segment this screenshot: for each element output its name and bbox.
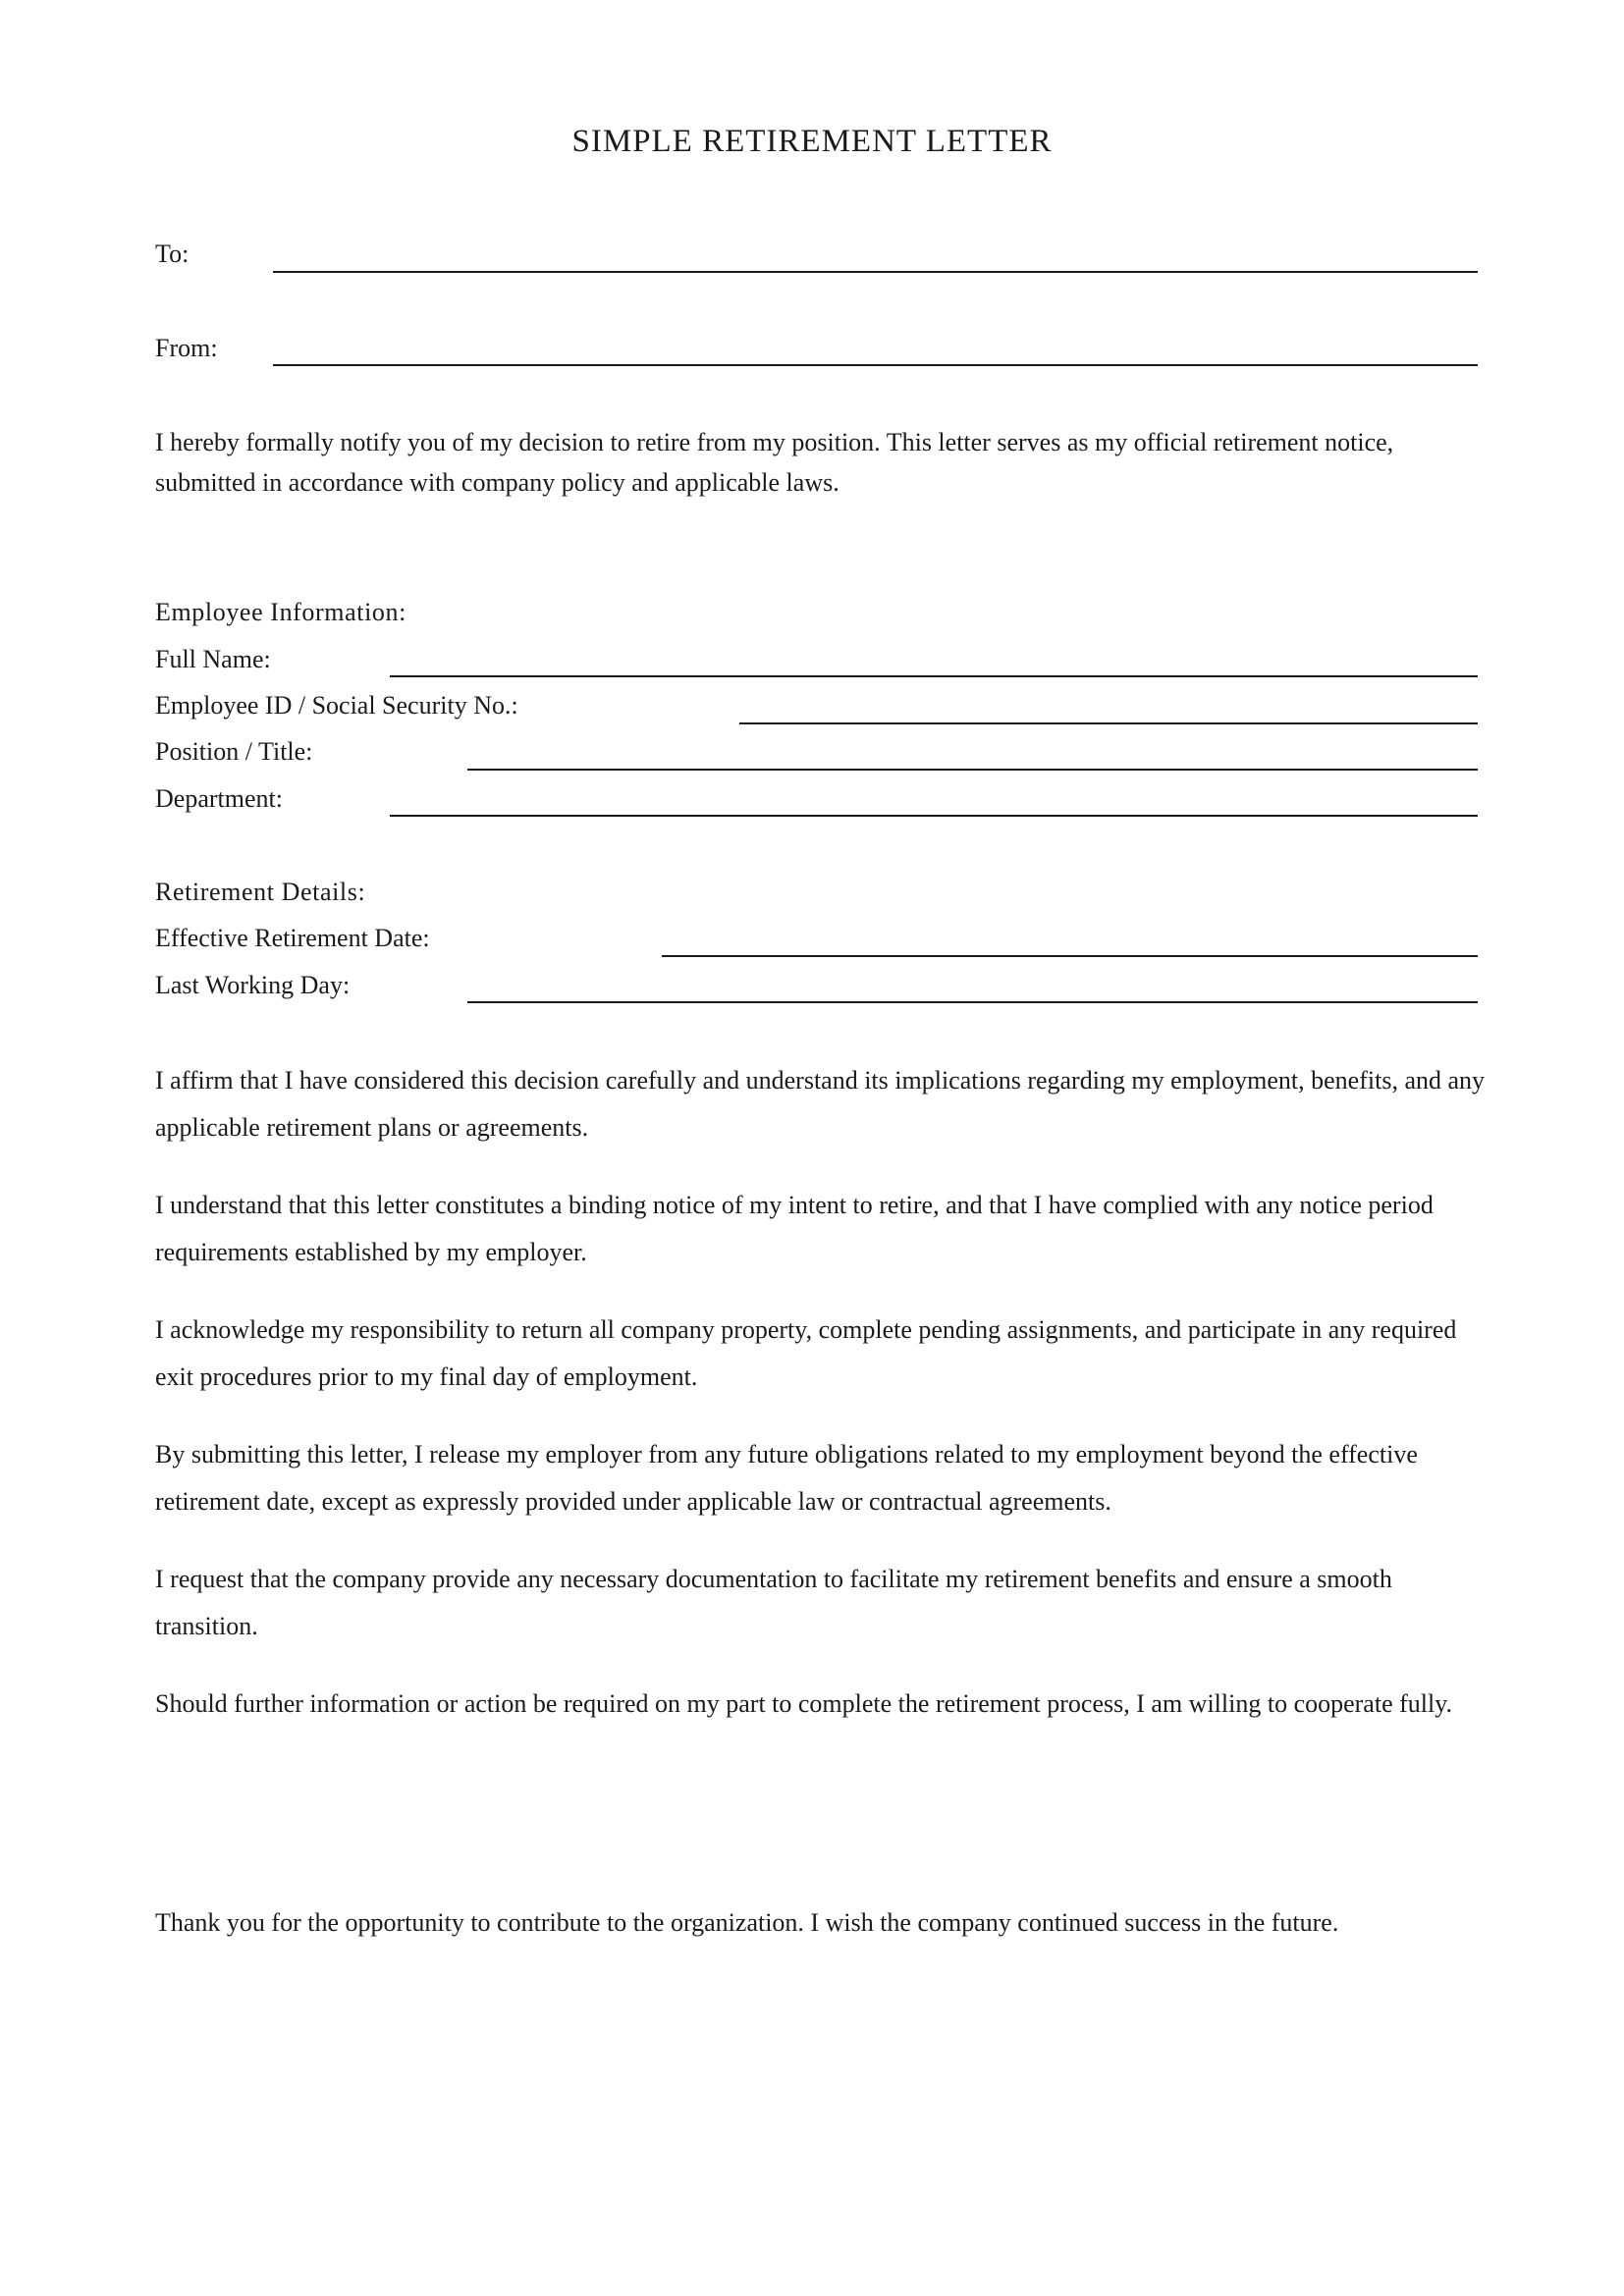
cooperation-paragraph: Should further information or action be required on my part to complete the retirement process, I am willing to cooperate fully. bbox=[155, 1689, 1453, 1718]
effective-date-label: Effective Retirement Date: bbox=[155, 924, 430, 952]
full-name-field[interactable] bbox=[390, 675, 1478, 677]
effective-date-field[interactable] bbox=[662, 955, 1478, 957]
affirm-paragraph: I affirm that I have considered this decision carefully and understand its implications regarding my employment, benefits, and any applicable retirement plans or agreements. bbox=[155, 1066, 1486, 1142]
property-paragraph: I acknowledge my responsibility to return all company property, complete pending assignments, and participate in any required exit procedures prior to my final day of employment. bbox=[155, 1315, 1457, 1391]
intro-paragraph: I hereby formally notify you of my decision to retire from my position. This letter serves as my official retirement notice, submitted in accordance with company policy and applicable laws. bbox=[155, 428, 1394, 497]
closing-paragraph: Thank you for the opportunity to contribute to the organization. I wish the company continued success in the future. bbox=[155, 1908, 1339, 1937]
position-title-label: Position / Title: bbox=[155, 737, 313, 766]
employee-id-field[interactable] bbox=[739, 722, 1478, 724]
employee-info-heading: Employee Information: bbox=[155, 598, 406, 626]
retirement-details-heading: Retirement Details: bbox=[155, 878, 366, 906]
department-field[interactable] bbox=[390, 815, 1478, 817]
employee-id-label: Employee ID / Social Security No.: bbox=[155, 691, 518, 720]
department-label: Department: bbox=[155, 784, 283, 813]
from-label: From: bbox=[155, 334, 218, 362]
release-paragraph: By submitting this letter, I release my employer from any future obligations related to my employment beyond the effective retirement date, except as expressly provided under applicable law or contractual agreements. bbox=[155, 1440, 1418, 1516]
last-working-day-label: Last Working Day: bbox=[155, 971, 351, 999]
notice-paragraph: I understand that this letter constitutes a binding notice of my intent to retire, and that I have complied with any notice period requirements established by my employer. bbox=[155, 1191, 1434, 1266]
to-label: To: bbox=[155, 240, 189, 268]
document-title: SIMPLE RETIREMENT LETTER bbox=[571, 124, 1053, 159]
from-field[interactable] bbox=[273, 364, 1478, 366]
full-name-label: Full Name: bbox=[155, 645, 271, 673]
to-field[interactable] bbox=[273, 271, 1478, 273]
position-title-field[interactable] bbox=[467, 769, 1478, 771]
last-working-day-field[interactable] bbox=[467, 1001, 1478, 1003]
documentation-paragraph: I request that the company provide any necessary documentation to facilitate my retirement benefits and ensure a smooth transition. bbox=[155, 1565, 1392, 1640]
